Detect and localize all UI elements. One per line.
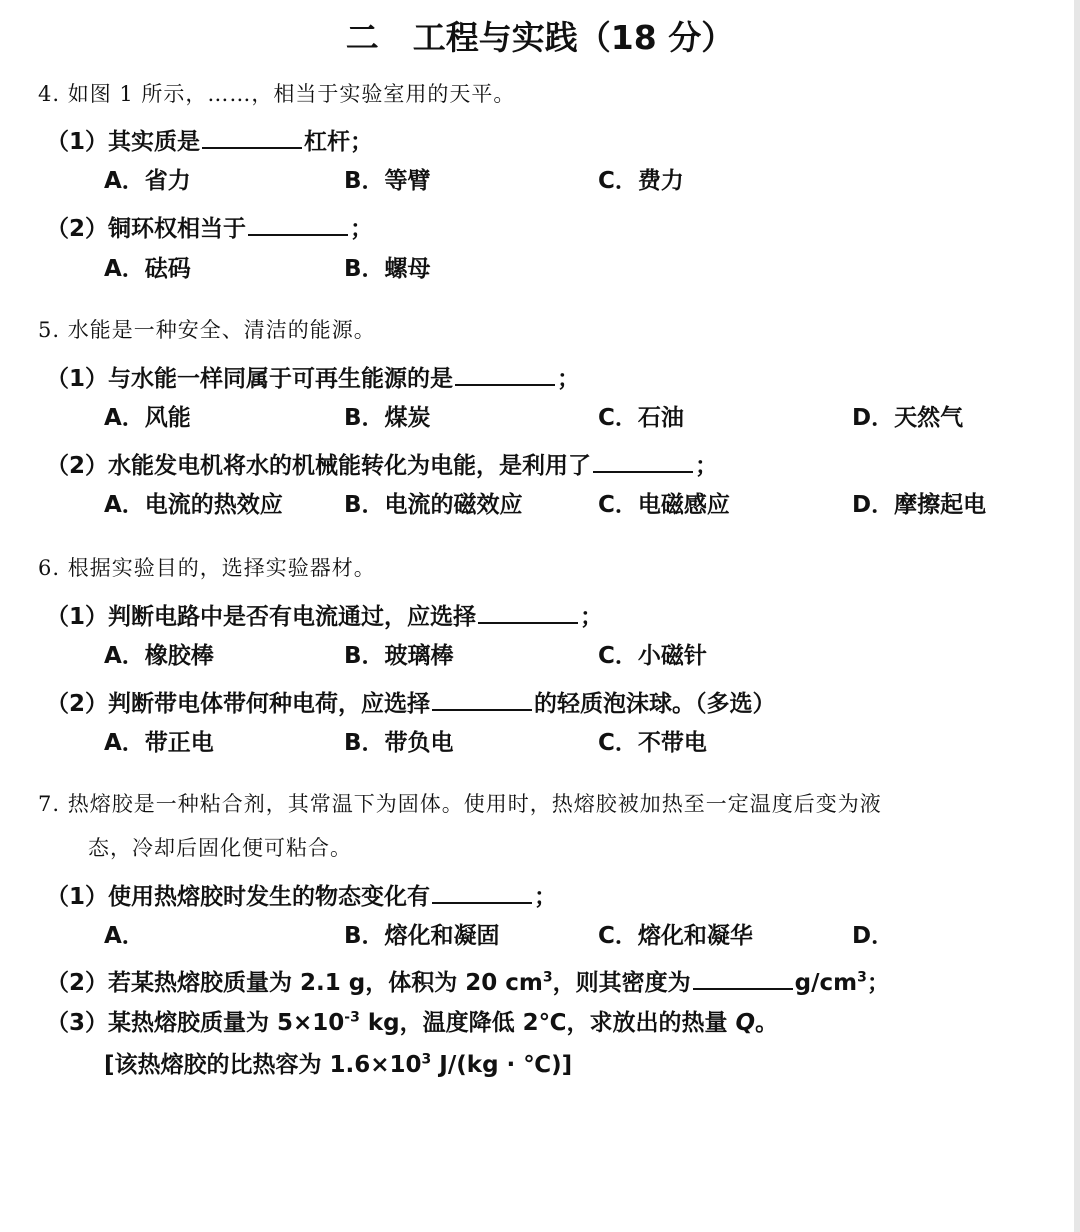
answer-blank[interactable]: [593, 449, 693, 473]
q7-stem-line1: 7. 热熔胶是一种粘合剂，其常温下为固体。使用时，热熔胶被加热至一定温度后变为液: [38, 792, 882, 816]
q4-stem: 4. 如图 1 所示，……，相当于实验室用的天平。: [38, 82, 516, 106]
q5-p1-option-b[interactable]: B．煤炭: [344, 405, 431, 431]
q6-p1-option-c[interactable]: C．小磁针: [598, 643, 707, 669]
q4-part2: （2）铜环权相当于 ；: [46, 212, 373, 244]
answer-blank[interactable]: [248, 212, 348, 236]
page-edge: [1074, 0, 1080, 1232]
q7-p1-option-a[interactable]: A．: [104, 923, 145, 949]
q5-p2-option-a[interactable]: A．电流的热效应: [104, 492, 283, 518]
q7-p1-option-b[interactable]: B．熔化和凝固: [344, 923, 500, 949]
q5-p1-option-d[interactable]: D．天然气: [852, 405, 964, 431]
answer-blank[interactable]: [455, 362, 555, 386]
answer-blank[interactable]: [432, 687, 532, 711]
q4-p1-option-a[interactable]: A．省力: [104, 168, 191, 194]
q4-part1: （1）其实质是 杠杆；: [46, 125, 373, 157]
answer-blank[interactable]: [202, 125, 302, 149]
q6-p2-option-c[interactable]: C．不带电: [598, 730, 707, 756]
q7-part2: （2）若某热熔胶质量为 2.1 g，体积为 20 $cm^3$，则其密度为 $g/cm^3$；: [46, 966, 890, 998]
q7-part1: （1）使用热熔胶时发生的物态变化有 ；: [46, 880, 557, 912]
q7-part3-note: [该热熔胶的比热容为 $1.6\times 10^3$ J/(kg · ℃)]: [104, 1051, 573, 1078]
q7-p1-option-d[interactable]: D．: [852, 923, 895, 949]
answer-blank[interactable]: [478, 600, 578, 624]
q5-p2-option-b[interactable]: B．电流的磁效应: [344, 492, 523, 518]
q6-part2: （2）判断带电体带何种电荷，应选择 的轻质泡沫球。（多选）: [46, 687, 776, 719]
q7-stem-line2: 态，冷却后固化便可粘合。: [88, 836, 352, 860]
q6-p1-option-a[interactable]: A．橡胶棒: [104, 643, 214, 669]
q5-p2-option-d[interactable]: D．摩擦起电: [852, 492, 987, 518]
section-heading: 工程与实践（18 分）: [412, 18, 735, 57]
q5-p1-option-c[interactable]: C．石油: [598, 405, 684, 431]
section-title: [0, 12, 1080, 59]
q4-p1-option-b[interactable]: B．等臂: [344, 168, 431, 194]
q5-p1-option-a[interactable]: A．风能: [104, 405, 191, 431]
q5-p2-option-c[interactable]: C．电磁感应: [598, 492, 730, 518]
q4-p1-option-c[interactable]: C．费力: [598, 168, 684, 194]
q6-p2-option-a[interactable]: A．带正电: [104, 730, 214, 756]
q6-p2-option-b[interactable]: B．带负电: [344, 730, 454, 756]
q5-part2: （2）水能发电机将水的机械能转化为电能，是利用了 ；: [46, 449, 718, 481]
q4-p2-option-b[interactable]: B．螺母: [344, 256, 431, 282]
q7-part3: （3）某热熔胶质量为 $5\times 10^{-3}$ kg，温度降低 2℃，求放出的热量 Q。: [46, 1009, 779, 1036]
q6-stem: 6. 根据实验目的，选择实验器材。: [38, 556, 376, 580]
q6-p1-option-b[interactable]: B．玻璃棒: [344, 643, 454, 669]
q5-stem: 5. 水能是一种安全、清洁的能源。: [38, 318, 376, 342]
q5-part1: （1）与水能一样同属于可再生能源的是 ；: [46, 362, 580, 394]
section-number: 二: [345, 18, 379, 57]
q7-p1-option-c[interactable]: C．熔化和凝华: [598, 923, 753, 949]
q4-p2-option-a[interactable]: A．砝码: [104, 256, 191, 282]
q6-part1: （1）判断电路中是否有电流通过，应选择 ；: [46, 600, 603, 632]
answer-blank[interactable]: [432, 880, 532, 904]
answer-blank[interactable]: [693, 966, 793, 990]
